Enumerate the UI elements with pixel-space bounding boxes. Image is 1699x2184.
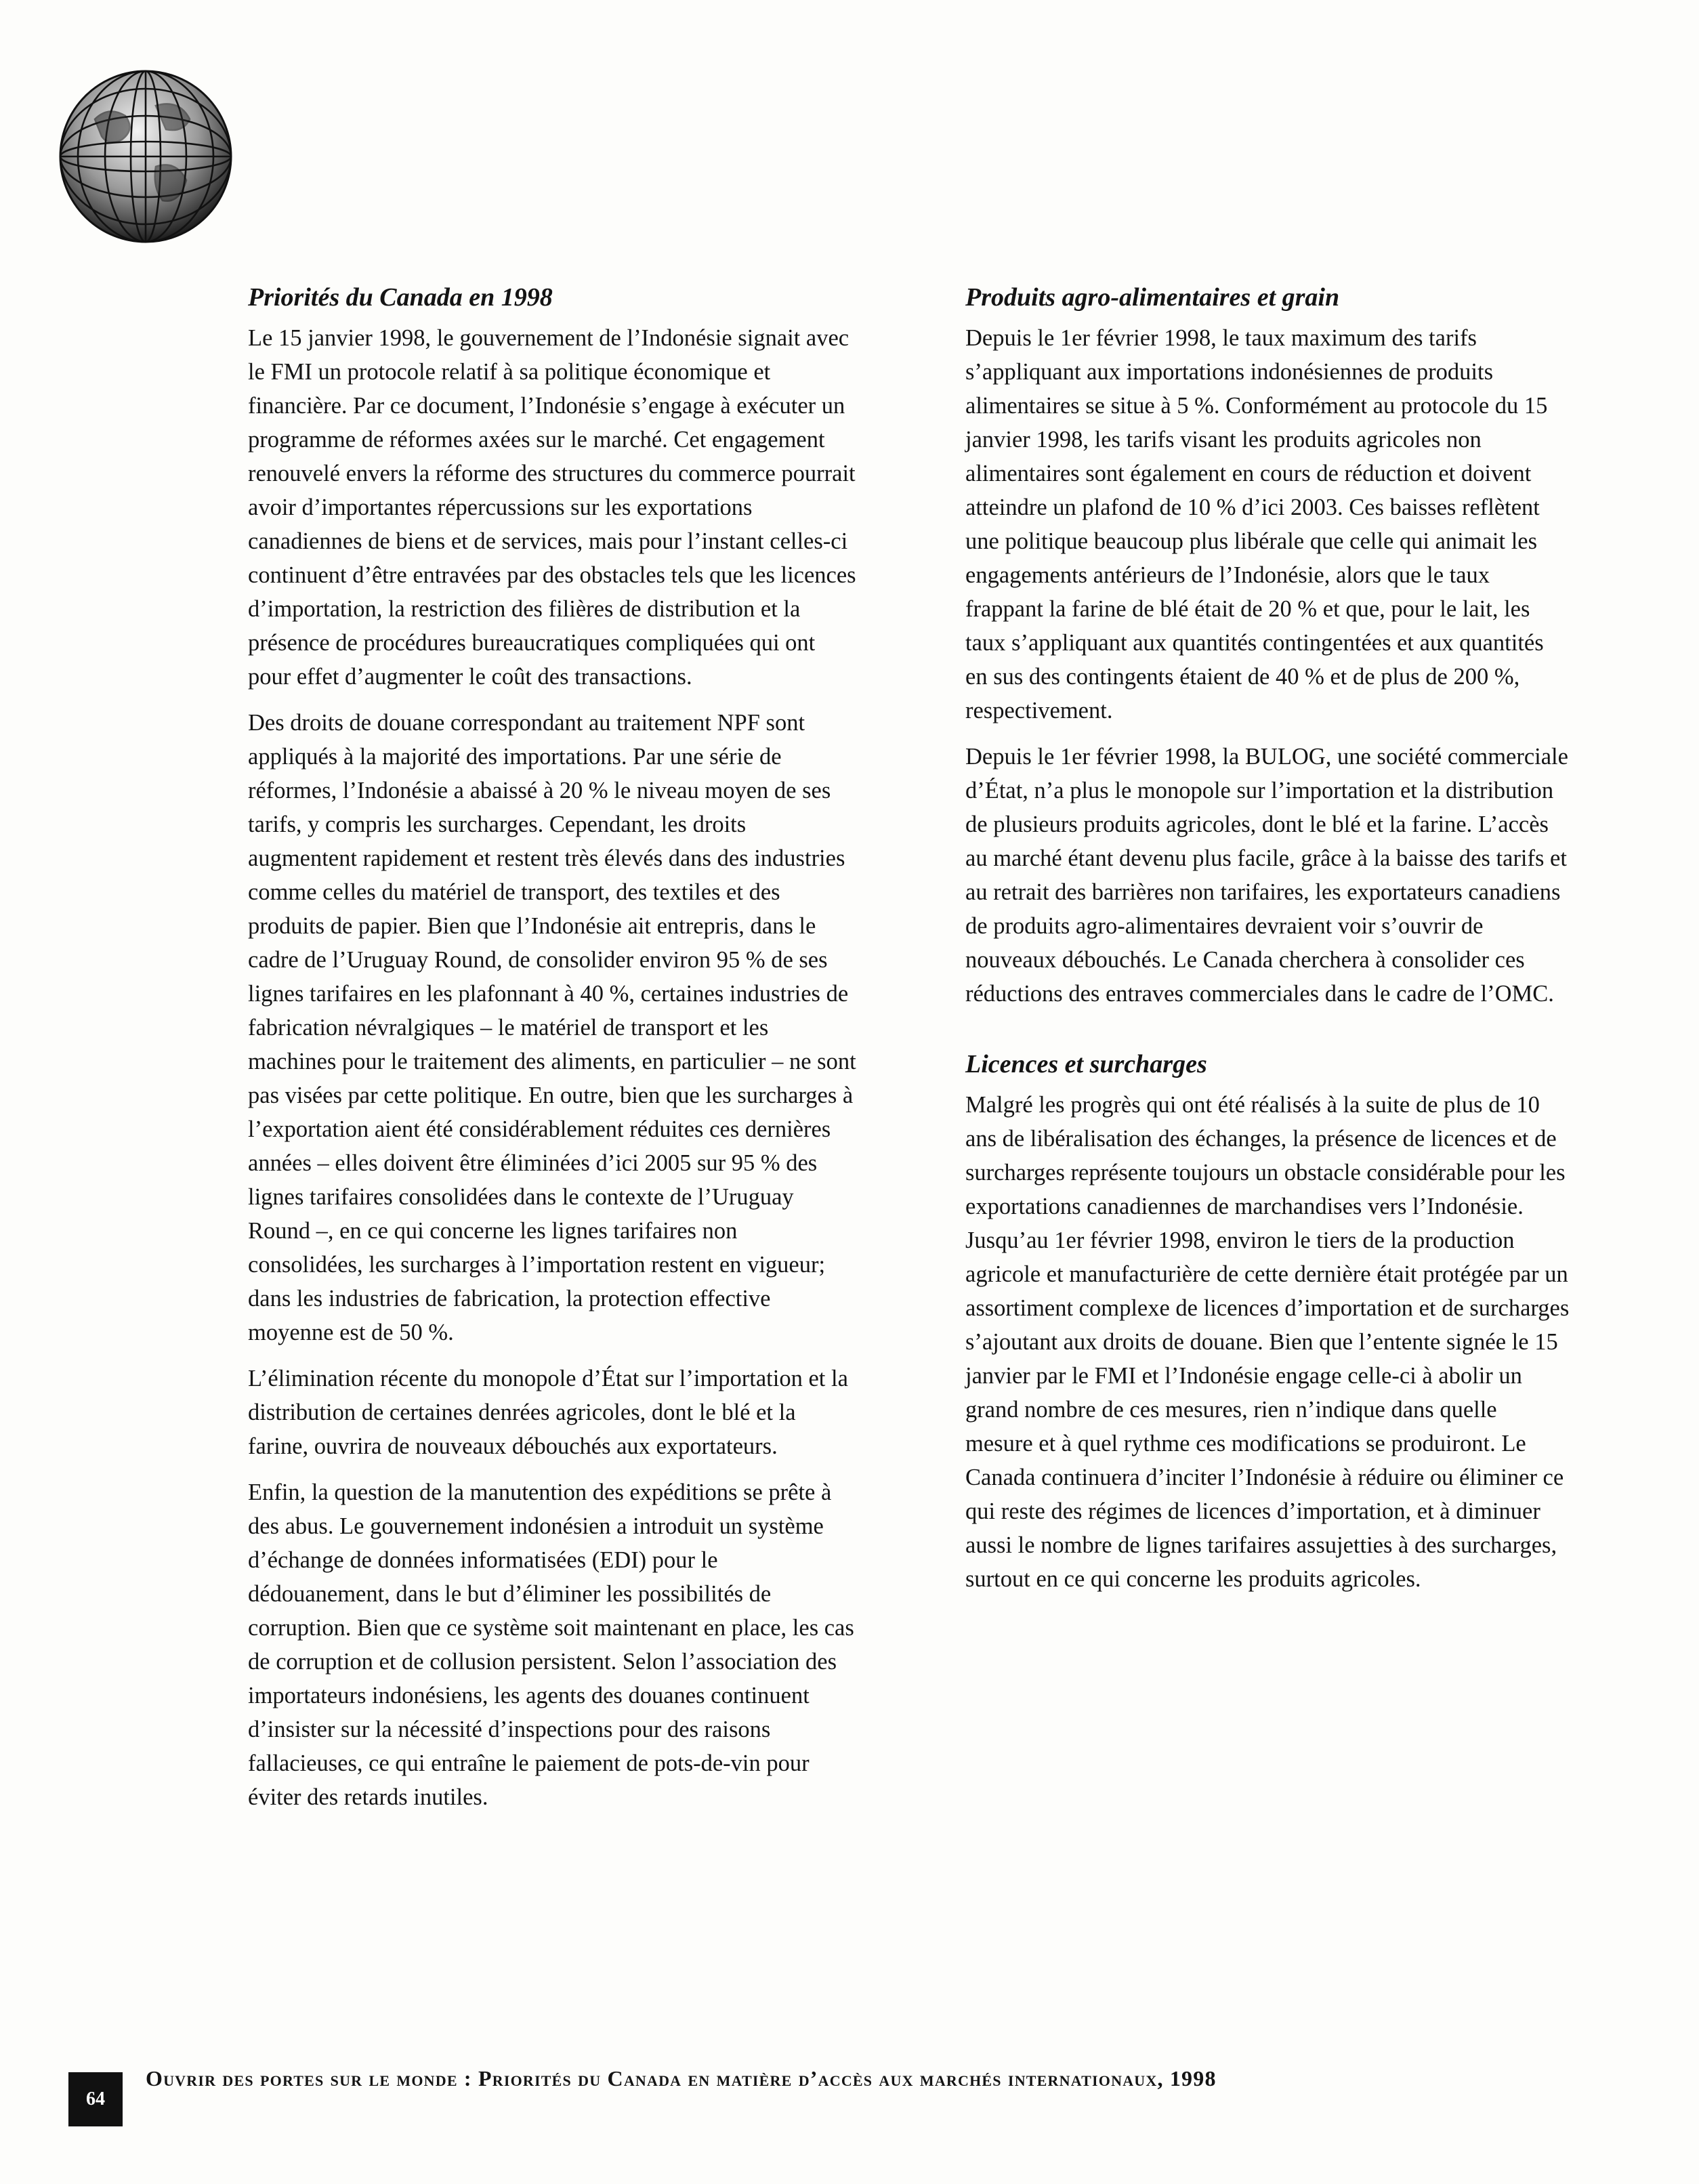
globe-icon: [54, 65, 237, 248]
section-heading-priorites: Priorités du Canada en 1998: [248, 283, 553, 312]
paragraph: Le 15 janvier 1998, le gouvernement de l’Indonésie signait avec le FMI un protocole relatif à sa politique économique et financière. Par ce document, l’Indonésie s’engage à exécuter un programme de réformes axées sur le marché. Cet engagement renouvelé envers la réforme des structures du commerce pourrait avoir d’importantes répercussions sur les exportations canadiennes de biens et de services, mais pour l’instant celles-ci continuent d’être entravées par des obstacles tels que les licences d’importation, la restriction des filières de distribution et la présence de procédures bureaucratiques compliquées qui ont pour effet d’augmenter le coût des transactions.: [248, 325, 856, 690]
section-heading-licences: Licences et surcharges: [965, 1050, 1207, 1078]
page-number: 64: [68, 2072, 123, 2126]
paragraph: Malgré les progrès qui ont été réalisés à la suite de plus de 10 ans de libéralisation des échanges, la présence de licences et de surcharges représente toujours un obstacle considérable pour les exportations canadiennes de marchandises vers l’Indonésie. Jusqu’au 1er février 1998, environ le tiers de la production agricole et manufacturière de cette dernière était protégée par un assortiment complexe de licences d’importation et de surcharges s’ajoutant aux droits de douane. Bien que l’entente signée le 15 janvier par le FMI et l’Indonésie engage celle-ci à abolir un grand nombre de ces mesures, rien n’indique dans quelle mesure et à quel rythme ces modifications se produiront. Le Canada continuera d’inciter l’Indonésie à réduire ou éliminer ce qui reste des régimes de licences d’importation, et à diminuer aussi le nombre de lignes tarifaires assujetties à des surcharges, surtout en ce qui concerne les produits agricoles.: [965, 1092, 1570, 1592]
running-title: Ouvrir des portes sur le monde : Priorités du Canada en matière d’accès aux marchés internationaux, 1998: [146, 2066, 1217, 2091]
left-column: [248, 280, 858, 1826]
paragraph: Depuis le 1er février 1998, la BULOG, une société commerciale d’État, n’a plus le monopole sur l’importation et la distribution de plusieurs produits agricoles, dont le blé et la farine. L’accès au marché étant devenu plus facile, grâce à la baisse des tarifs et au retrait des barrières non tarifaires, les exportateurs canadiens de produits agro-alimentaires devraient voir s’ouvrir de nouveaux débouchés. Le Canada cherchera à consolider ces réductions des entraves commerciales dans le cadre de l’OMC.: [965, 744, 1568, 1007]
paragraph: Depuis le 1er février 1998, le taux maximum des tarifs s’appliquant aux importations indonésiennes de produits alimentaires se situe à 5 %. Conformément au protocole du 15 janvier 1998, les tarifs visant les produits agricoles non alimentaires sont également en cours de réduction et doivent atteindre un plafond de 10 % d’ici 2003. Ces baisses reflètent une politique beaucoup plus libérale que celle qui animait les engagements antérieurs de l’Indonésie, alors que le taux frappant la farine de blé était de 20 % et que, pour le lait, les taux s’appliquant aux quantités contingentées et aux quantités en sus des contingents étaient de 40 % et de plus de 200 %, respectivement.: [965, 325, 1548, 723]
section-heading-produits: Produits agro-alimentaires et grain: [965, 283, 1340, 312]
paragraph: L’élimination récente du monopole d’État sur l’importation et la distribution de certaines denrées agricoles, dont le blé et la farine, ouvrira de nouveaux débouchés aux exportateurs.: [248, 1366, 848, 1459]
paragraph: Enfin, la question de la manutention des expéditions se prête à des abus. Le gouvernement indonésien a introduit un système d’échange de données informatisées (EDI) pour le dédouanement, dans le but d’éliminer les possibilités de corruption. Bien que ce système soit maintenant en place, les cas de corruption et de collusion persistent. Selon l’association des importateurs indonésiens, les agents des douanes continuent d’insister sur la nécessité d’inspections pour des raisons fallacieuses, ce qui entraîne le paiement de pots-de-vin pour éviter des retards inutiles.: [248, 1479, 854, 1810]
right-column: [965, 280, 1570, 1608]
paragraph: Des droits de douane correspondant au traitement NPF sont appliqués à la majorité des importations. Par une série de réformes, l’Indonésie a abaissé à 20 % le niveau moyen de ses tarifs, y compris les surcharges. Cependant, les droits augmentent rapidement et restent très élevés dans des industries comme celles du matériel de transport, des textiles et des produits de papier. Bien que l’Indonésie ait entrepris, dans le cadre de l’Uruguay Round, de consolider environ 95 % de ses lignes tarifaires en les plafonnant à 40 %, certaines industries de fabrication névralgiques – le matériel de transport et les machines pour le traitement des aliments, en particulier – ne sont pas visées par cette politique. En outre, bien que les surcharges à l’exportation aient été considérablement réduites ces dernières années – elles doivent être éliminées d’ici 2005 sur 95 % des lignes tarifaires consolidées dans le contexte de l’Uruguay Round –, en ce qui concerne les lignes tarifaires non consolidées, les surcharges à l’importation restent en vigueur; dans les industries de fabrication, la protection effective moyenne est de 50 %.: [248, 710, 856, 1345]
